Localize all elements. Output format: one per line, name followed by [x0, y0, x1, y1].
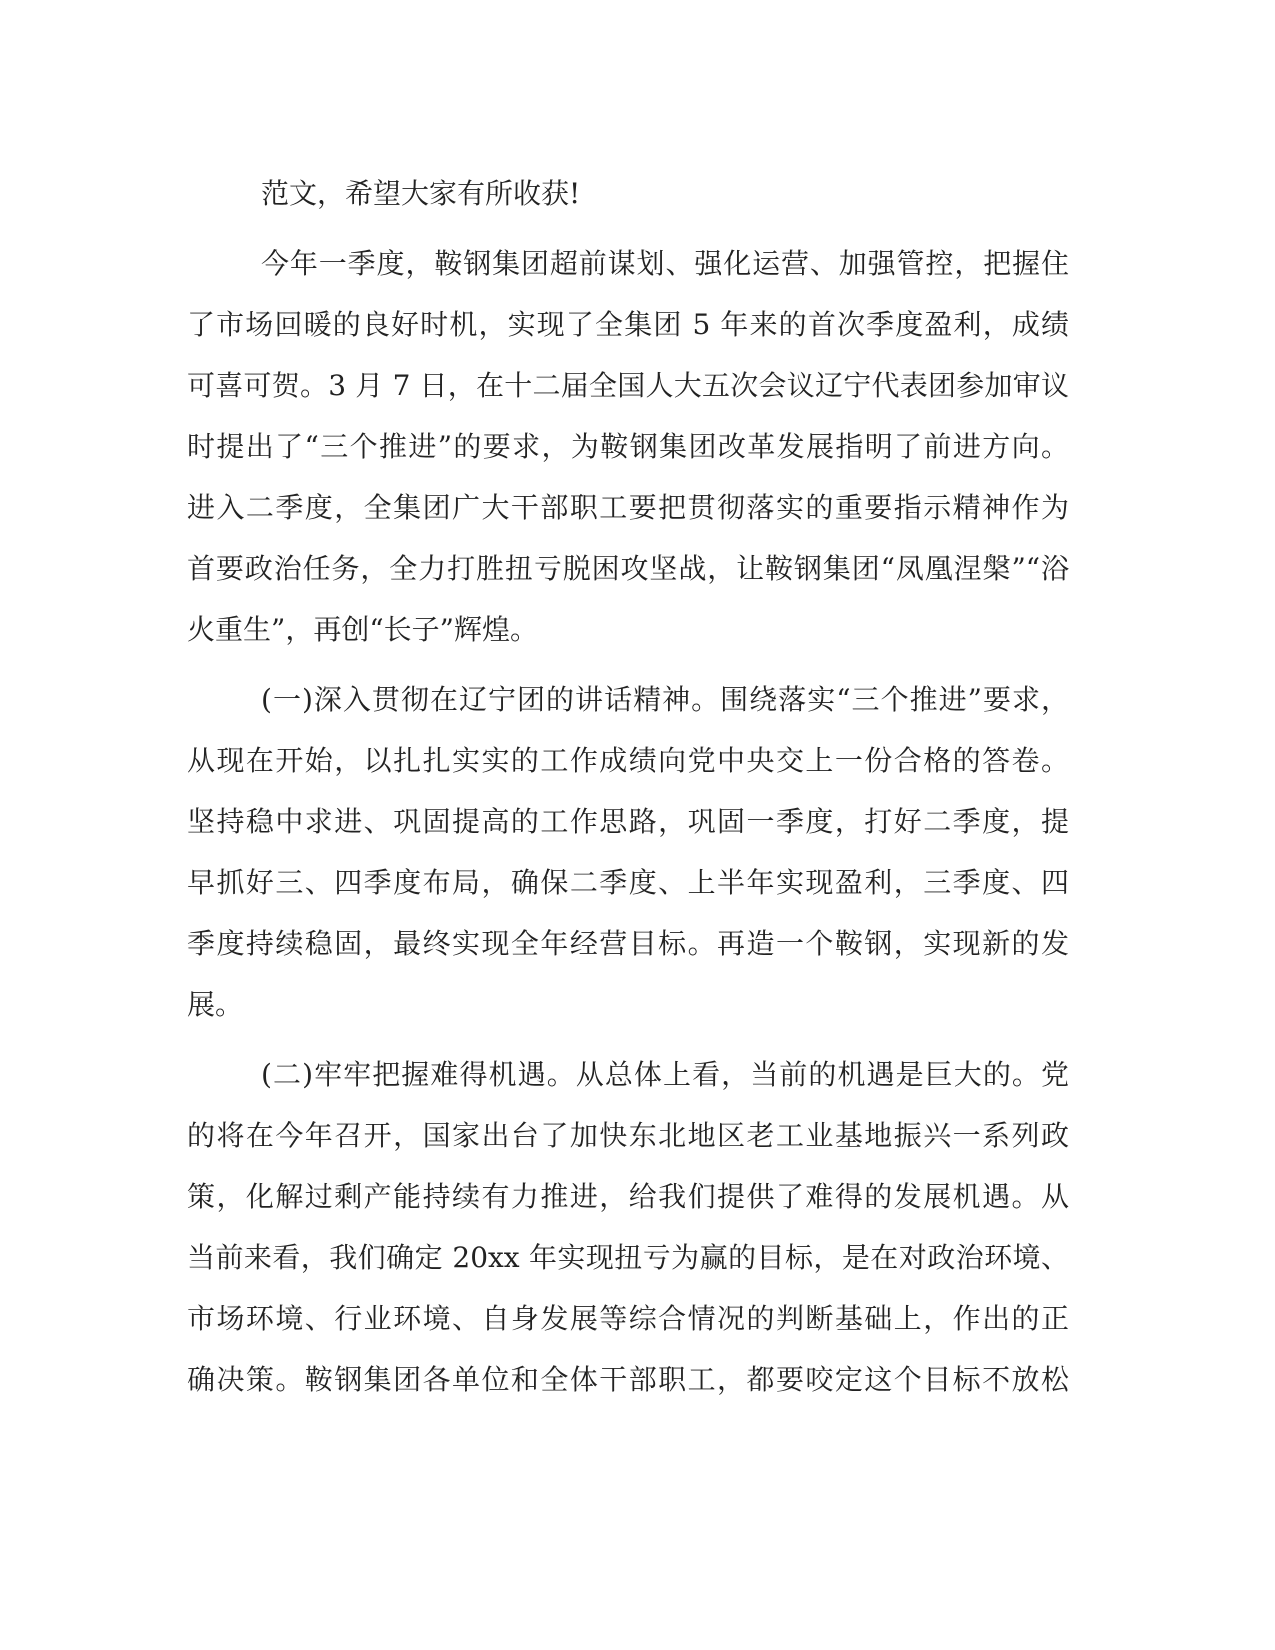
paragraph-line: 首要政治任务，全力打胜扭亏脱困攻坚战，让鞍钢集团“凤凰涅槃”“浴	[187, 552, 1069, 585]
paragraph-line: (一)深入贯彻在辽宁团的讲话精神。围绕落实“三个推进”要求，	[261, 683, 1069, 716]
paragraph-line: 季度持续稳固，最终实现全年经营目标。再造一个鞍钢，实现新的发	[187, 927, 1069, 960]
paragraph-line: 时提出了“三个推进”的要求，为鞍钢集团改革发展指明了前进方向。	[187, 430, 1069, 463]
paragraph-line: 市场环境、行业环境、自身发展等综合情况的判断基础上，作出的正	[187, 1302, 1069, 1335]
paragraph-gap	[187, 224, 1069, 233]
paragraph-gap	[187, 1035, 1069, 1044]
paragraph-line: 了市场回暖的良好时机，实现了全集团 5 年来的首次季度盈利，成绩	[187, 308, 1069, 341]
paragraph-line: (二)牢牢把握难得机遇。从总体上看，当前的机遇是巨大的。党	[261, 1058, 1069, 1091]
paragraph-line: 进入二季度，全集团广大干部职工要把贯彻落实的重要指示精神作为	[187, 491, 1069, 524]
paragraph-line: 确决策。鞍钢集团各单位和全体干部职工，都要咬定这个目标不放松	[187, 1363, 1069, 1396]
paragraph-gap	[187, 660, 1069, 669]
paragraph-line: 早抓好三、四季度布局，确保二季度、上半年实现盈利，三季度、四	[187, 866, 1069, 899]
paragraph-line: 当前来看，我们确定 20xx 年实现扭亏为赢的目标，是在对政治环境、	[187, 1241, 1069, 1274]
paragraph-line: 的将在今年召开，国家出台了加快东北地区老工业基地振兴一系列政	[187, 1119, 1069, 1152]
paragraph-line: 策，化解过剩产能持续有力推进，给我们提供了难得的发展机遇。从	[187, 1180, 1069, 1213]
paragraph-line: 从现在开始，以扎扎实实的工作成绩向党中央交上一份合格的答卷。	[187, 744, 1069, 777]
paragraph-line: 火重生”，再创“长子”辉煌。	[187, 613, 538, 646]
paragraph-line: 坚持稳中求进、巩固提高的工作思路，巩固一季度，打好二季度，提	[187, 805, 1069, 838]
paragraph-line: 展。	[187, 988, 244, 1021]
document-body	[187, 163, 1069, 1410]
paragraph-line: 今年一季度，鞍钢集团超前谋划、强化运营、加强管控，把握住	[261, 247, 1069, 280]
paragraph-line: 范文，希望大家有所收获!	[261, 177, 581, 210]
paragraph-line: 可喜可贺。3 月 7 日，在十二届全国人大五次会议辽宁代表团参加审议	[187, 369, 1069, 402]
